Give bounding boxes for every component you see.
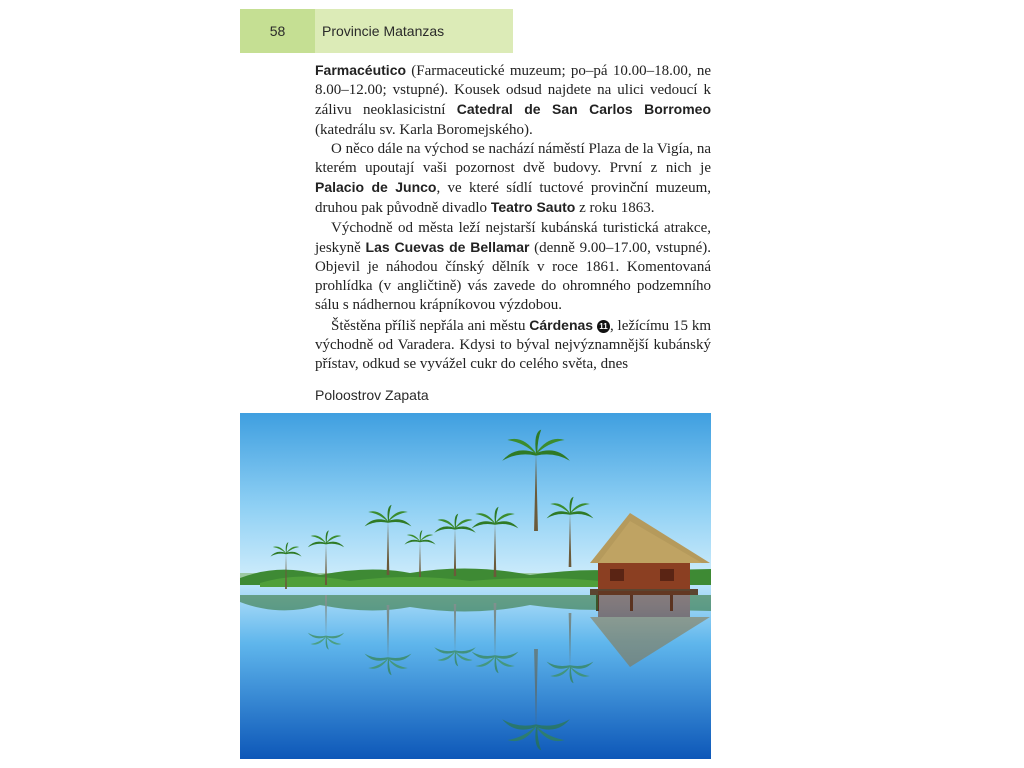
text-run: Východně od města leží nejstarší kubánská turistická atrakce, jeskyně bbox=[315, 219, 711, 256]
place-name: Cárdenas bbox=[529, 316, 594, 333]
map-marker-icon: 11 bbox=[597, 320, 610, 333]
text-run: , ve které sídlí tuctové provinční muzeum, druhou pak původně divadlo bbox=[315, 180, 712, 217]
paragraph bbox=[315, 316, 711, 375]
text-run: (denně 9.00–17.00, vstupné). Objevil je náhodou čínský dělník v roce 1861. Komentovaná prohlídka (v angličtině) vás zavede do ohromného podzemního sálu s nádhernou krápníkovou výzdobou. bbox=[315, 239, 711, 314]
body-text bbox=[315, 61, 711, 374]
place-name: Palacio de Junco bbox=[315, 179, 437, 196]
text-run: Štěstěna příliš nepřála ani městu bbox=[331, 317, 530, 334]
text-run: (Farmaceutické muzeum; po–pá 10.00–18.00, ne 8.00–12.00; vstupné). Kousek odsud najdete na ulici vedoucí k zálivu neoklasicistní bbox=[315, 63, 711, 119]
paragraph bbox=[315, 140, 711, 219]
text-run: z roku 1863. bbox=[575, 200, 655, 217]
photo-caption: Poloostrov Zapata bbox=[315, 387, 429, 403]
place-name: Catedral de San Carlos Borromeo bbox=[456, 101, 712, 118]
paragraph bbox=[315, 219, 711, 316]
text-run: (katedrálu sv. Karla Boromejského). bbox=[315, 121, 533, 138]
running-header bbox=[240, 9, 513, 53]
landscape-photo bbox=[240, 413, 711, 759]
place-name: Las Cuevas de Bellamar bbox=[365, 238, 530, 255]
text-run: O něco dále na východ se nachází náměstí Plaza de la Vigía, na kterém upoutají vaši pozornost dvě budovy. První z nich je bbox=[315, 140, 711, 177]
text-run: , ležícímu 15 km východně od Varadera. Kdysi to býval nejvýznamnější kubánský přístav, odkud se vyvážel cukr do celého světa, dnes bbox=[315, 317, 711, 373]
paragraph bbox=[315, 61, 711, 140]
place-name: Teatro Sauto bbox=[490, 199, 576, 216]
place-name: Farmacéutico bbox=[315, 62, 407, 78]
chapter-title: Provincie Matanzas bbox=[322, 23, 445, 39]
page-number: 58 bbox=[240, 9, 315, 53]
